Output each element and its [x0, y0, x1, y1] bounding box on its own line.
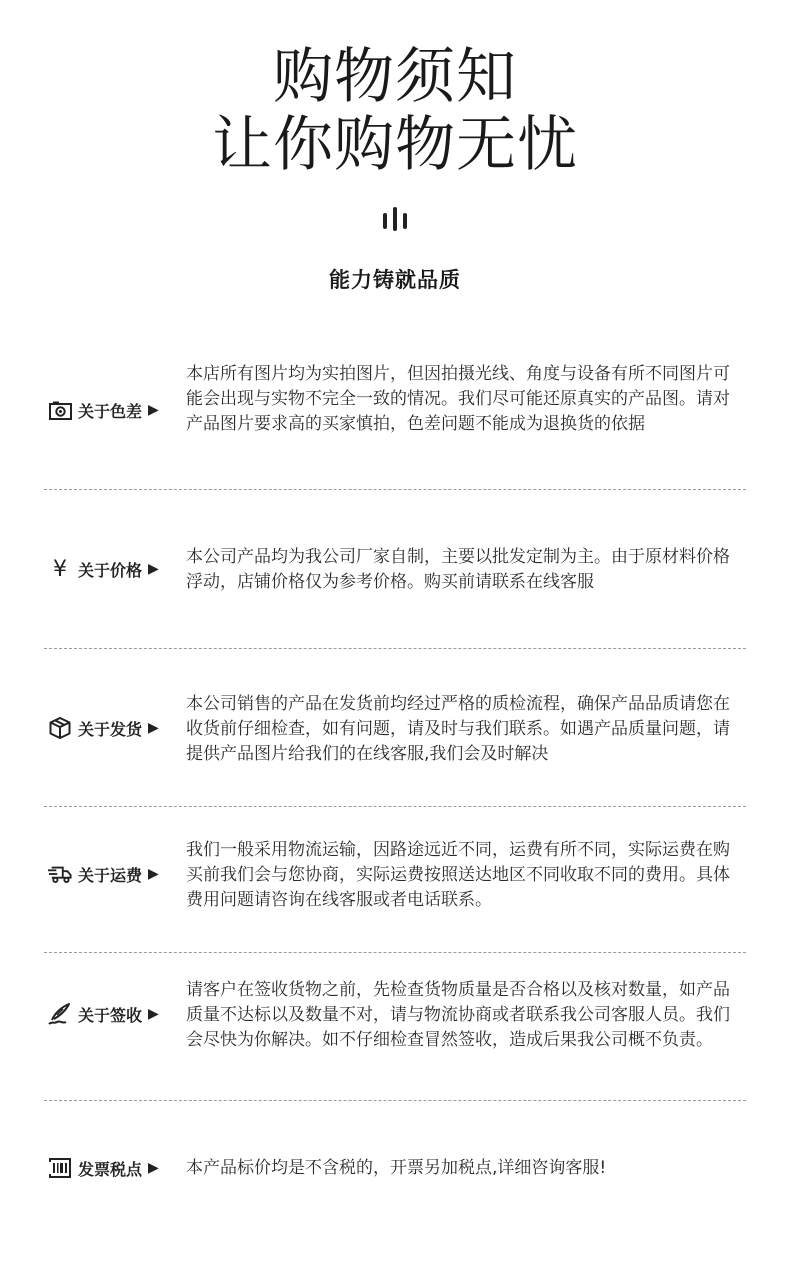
section-price	[44, 545, 746, 595]
section-label	[48, 1002, 159, 1026]
section-label	[48, 1156, 159, 1180]
section-label-text: 关于签收	[78, 1005, 143, 1025]
section-label-text: 关于色差	[78, 401, 143, 421]
divider	[44, 489, 746, 490]
arrow-right-icon: ▶	[148, 402, 159, 418]
page-subtitle: 能力铸就品质	[329, 268, 461, 292]
section-receipt	[44, 978, 746, 1078]
yen-icon: ¥	[53, 556, 67, 582]
section-text: 本产品标价均是不含税的，开票另加税点,详细咨询客服!	[186, 1158, 607, 1178]
section-label-text: 关于运费	[78, 865, 143, 885]
decorative-bars-icon	[381, 207, 409, 231]
arrow-right-icon: ▶	[148, 866, 159, 882]
invoice-icon	[48, 1157, 72, 1179]
arrow-right-icon: ▶	[148, 1160, 159, 1176]
section-freight	[44, 838, 746, 913]
camera-icon	[48, 399, 72, 421]
page-title-line1: 购物须知	[273, 42, 517, 112]
section-text: 我们一般采用物流运输，因路途远近不同，运费有所不同，实际运费在购买前我们会与您协商，实际运费按照送达地区不同收取不同的费用。具体费用问题请咨询在线客服或者电话联系。	[186, 840, 730, 910]
truck-icon	[48, 863, 72, 885]
section-shipping	[44, 692, 746, 767]
signature-icon	[48, 1003, 72, 1025]
divider	[44, 648, 746, 649]
package-icon	[48, 717, 72, 739]
section-invoice-tax	[44, 1155, 746, 1183]
section-text: 本公司产品均为我公司厂家自制，主要以批发定制为主。由于原材料价格浮动，店铺价格仅为参考价格。购买前请联系在线客服	[186, 547, 730, 592]
section-color-difference	[44, 362, 746, 462]
section-label	[48, 862, 159, 886]
section-label	[48, 398, 159, 422]
section-label	[48, 716, 159, 740]
section-label-text: 关于价格	[78, 560, 143, 580]
divider	[44, 1100, 746, 1101]
arrow-right-icon: ▶	[148, 561, 159, 577]
divider	[44, 806, 746, 807]
section-text: 请客户在签收货物之前，先检查货物质量是否合格以及核对数量，如产品质量不达标以及数量不对，请与物流协商或者联系我公司客服人员。我们会尽快为你解决。如不仔细检查冒然签收，造成后果我公司概不负责。	[186, 980, 730, 1050]
section-label	[48, 557, 159, 581]
section-text: 本店所有图片均为实拍图片，但因拍摄光线、角度与设备有所不同图片可能会出现与实物不完全一致的情况。我们尽可能还原真实的产品图。请对产品图片要求高的买家慎拍，色差问题不能成为退换货的依据	[186, 364, 730, 434]
page-title-line2: 让你购物无忧	[212, 110, 578, 180]
section-label-text: 关于发货	[78, 719, 143, 739]
arrow-right-icon: ▶	[148, 720, 159, 736]
section-label-text: 发票税点	[78, 1159, 143, 1179]
divider	[44, 952, 746, 953]
section-text: 本公司销售的产品在发货前均经过严格的质检流程，确保产品品质请您在收货前仔细检查，如有问题，请及时与我们联系。如遇产品质量问题，请提供产品图片给我们的在线客服,我们会及时解决	[186, 694, 730, 764]
arrow-right-icon: ▶	[148, 1006, 159, 1022]
